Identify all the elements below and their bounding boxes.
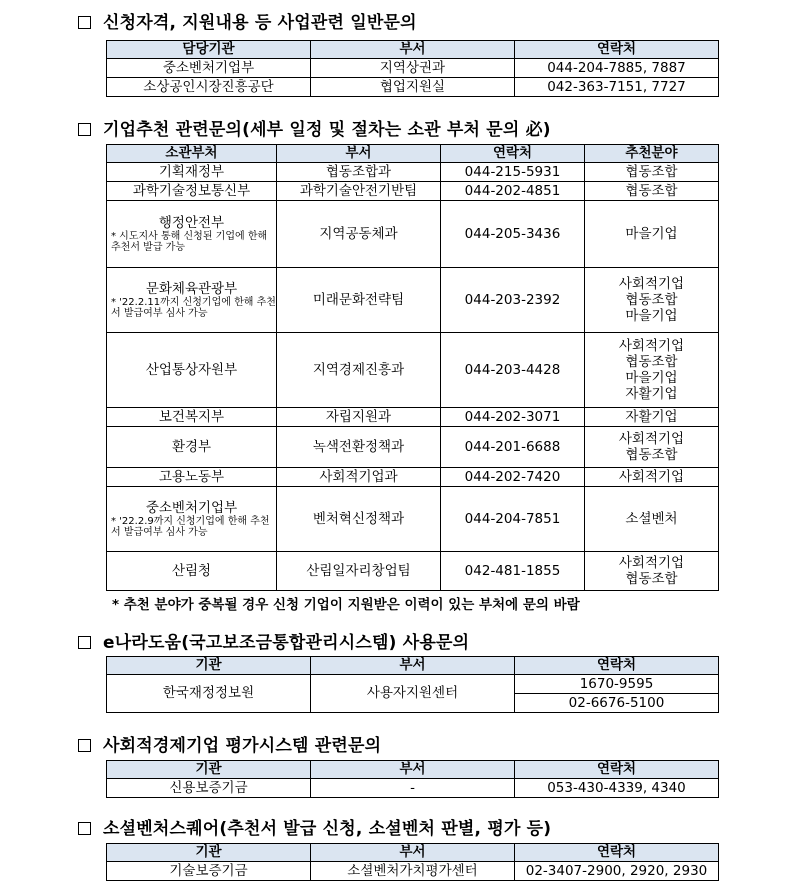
table-cell: - (311, 779, 515, 798)
recommended-field-cell (585, 182, 719, 201)
department-cell: 벤처혁신정책과 (277, 487, 441, 552)
ministry-name: 산업통상자원부 (145, 361, 238, 378)
enaradoum-table (106, 656, 719, 713)
table-row (107, 779, 719, 798)
header-cell: 소관부처 (107, 145, 277, 163)
recommended-field-cell (585, 552, 719, 591)
table-cell: 02-3407-2900, 2920, 2930 (515, 862, 719, 881)
header-cell: 연락처 (515, 761, 719, 779)
phone-cell: 044-202-3071 (441, 408, 585, 427)
table-row (107, 182, 719, 201)
phone-cell: 044-202-7420 (441, 468, 585, 487)
department-cell: 과학기술안전기반팀 (277, 182, 441, 201)
header-cell: 부서 (311, 41, 515, 59)
checkbox-square-icon (78, 16, 91, 29)
table-cell: 044-204-7885, 7887 (515, 59, 719, 78)
table-row (107, 675, 719, 694)
table-cell: 지역상권과 (311, 59, 515, 78)
table-header-row (107, 145, 719, 163)
table-row (107, 333, 719, 408)
phone-cell: 044-215-5931 (441, 163, 585, 182)
header-cell: 부서 (277, 145, 441, 163)
ministry-name: 행정안전부 (158, 214, 225, 231)
footnote: * 추천 분야가 중복될 경우 신청 기업이 지원받은 이력이 있는 부처에 문의 바람 (112, 597, 580, 613)
department-cell: 사회적기업과 (277, 468, 441, 487)
department-cell: 산림일자리창업팀 (277, 552, 441, 591)
recommended-field: 자활기업 (625, 409, 678, 425)
ministry-cell (107, 268, 277, 333)
ministry-note: * '22.2.11까지 신청기업에 한해 추천서 발급여부 심사 가능 (111, 296, 276, 319)
recommended-field-cell (585, 468, 719, 487)
table-cell: 1670-9595 (515, 675, 719, 694)
recommended-field: 소셜벤처 (625, 511, 678, 527)
recommendation-table (106, 144, 719, 591)
phone-cell: 044-204-7851 (441, 487, 585, 552)
ministry-name: 산림청 (171, 562, 212, 579)
header-cell: 기관 (107, 761, 311, 779)
ministry-name: 중소벤처기업부 (145, 499, 238, 516)
header-cell: 부서 (311, 844, 515, 862)
recommended-field: 마을기업 (625, 308, 678, 324)
table-row (107, 487, 719, 552)
header-cell: 연락처 (441, 145, 585, 163)
recommended-field-cell (585, 268, 719, 333)
department-cell: 녹색전환정책과 (277, 427, 441, 468)
ministry-name: 보건복지부 (158, 408, 225, 425)
recommended-field: 마을기업 (625, 226, 678, 242)
department-cell: 지역공동체과 (277, 201, 441, 268)
social-venture-square-table (106, 843, 719, 881)
recommended-field: 협동조합 (625, 164, 678, 180)
ministry-name: 기획재정부 (158, 163, 225, 180)
table-row (107, 163, 719, 182)
ministry-note: * 시도지사 통해 신청된 기업에 한해 추천서 발급 가능 (111, 230, 268, 253)
department-cell: 자립지원과 (277, 408, 441, 427)
phone-cell: 042-481-1855 (441, 552, 585, 591)
section-1-title: 신청자격, 지원내용 등 사업관련 일반문의 (78, 8, 417, 33)
header-cell: 연락처 (515, 41, 719, 59)
recommended-field: 협동조합 (625, 292, 678, 308)
table-cell: 한국재정정보원 (107, 675, 311, 713)
table-header-row (107, 657, 719, 675)
table-cell: 기술보증기금 (107, 862, 311, 881)
table-cell: 소셜벤처가치평가센터 (311, 862, 515, 881)
checkbox-square-icon (78, 123, 91, 136)
ministry-note: * '22.2.9까지 신청기업에 한해 추천서 발급여부 심사 가능 (111, 515, 270, 538)
ministry-cell (107, 468, 277, 487)
header-cell: 기관 (107, 844, 311, 862)
table-row (107, 408, 719, 427)
table-row (107, 268, 719, 333)
department-cell: 미래문화전략팀 (277, 268, 441, 333)
recommended-field: 사회적기업 (618, 555, 685, 571)
section-5-title: 소셜벤처스퀘어(추천서 발급 신청, 소셜벤처 판별, 평가 등) (78, 814, 551, 839)
header-cell: 부서 (311, 657, 515, 675)
ministry-cell (107, 427, 277, 468)
recommended-field: 협동조합 (625, 571, 678, 587)
table-row (107, 59, 719, 78)
recommended-field: 사회적기업 (618, 338, 685, 354)
checkbox-square-icon (78, 739, 91, 752)
phone-cell: 044-205-3436 (441, 201, 585, 268)
table-cell: 중소벤처기업부 (107, 59, 311, 78)
checkbox-square-icon (78, 822, 91, 835)
section-3-title: e나라도움(국고보조금통합관리시스템) 사용문의 (78, 628, 469, 653)
recommended-field-cell (585, 201, 719, 268)
header-cell: 부서 (311, 761, 515, 779)
recommended-field-cell (585, 427, 719, 468)
ministry-name: 환경부 (171, 438, 212, 455)
table-row (107, 427, 719, 468)
ministry-cell (107, 333, 277, 408)
ministry-name: 과학기술정보통신부 (132, 182, 251, 199)
table-header-row (107, 761, 719, 779)
table-row (107, 862, 719, 881)
table-cell: 042-363-7151, 7727 (515, 78, 719, 97)
table-cell: 사용자지원센터 (311, 675, 515, 713)
recommended-field: 자활기업 (625, 386, 678, 402)
recommended-field-cell (585, 163, 719, 182)
header-cell: 담당기관 (107, 41, 311, 59)
recommended-field: 협동조합 (625, 447, 678, 463)
phone-cell: 044-201-6688 (441, 427, 585, 468)
table-cell: 02-6676-5100 (515, 694, 719, 713)
table-row (107, 468, 719, 487)
header-cell: 기관 (107, 657, 311, 675)
recommended-field-cell (585, 408, 719, 427)
header-cell: 연락처 (515, 844, 719, 862)
ministry-cell (107, 182, 277, 201)
evaluation-system-table (106, 760, 719, 798)
ministry-cell (107, 487, 277, 552)
department-cell: 지역경제진흥과 (277, 333, 441, 408)
phone-cell: 044-203-4428 (441, 333, 585, 408)
table-cell: 신용보증기금 (107, 779, 311, 798)
recommended-field: 협동조합 (625, 354, 678, 370)
table-cell: 053-430-4339, 4340 (515, 779, 719, 798)
header-cell: 연락처 (515, 657, 719, 675)
ministry-name: 문화체육관광부 (145, 280, 238, 297)
general-inquiry-table (106, 40, 719, 97)
table-header-row (107, 41, 719, 59)
ministry-cell (107, 201, 277, 268)
recommended-field: 사회적기업 (618, 431, 685, 447)
checkbox-square-icon (78, 636, 91, 649)
phone-cell: 044-203-2392 (441, 268, 585, 333)
recommended-field-cell (585, 333, 719, 408)
section-4-title: 사회적경제기업 평가시스템 관련문의 (78, 731, 381, 756)
ministry-cell (107, 163, 277, 182)
table-cell: 소상공인시장진흥공단 (107, 78, 311, 97)
table-row (107, 201, 719, 268)
recommended-field: 사회적기업 (618, 469, 685, 485)
header-cell: 추천분야 (585, 145, 719, 163)
phone-cell: 044-202-4851 (441, 182, 585, 201)
ministry-cell (107, 408, 277, 427)
ministry-cell (107, 552, 277, 591)
table-row (107, 552, 719, 591)
recommended-field: 협동조합 (625, 183, 678, 199)
table-header-row (107, 844, 719, 862)
recommended-field-cell (585, 487, 719, 552)
ministry-name: 고용노동부 (158, 468, 225, 485)
table-row (107, 78, 719, 97)
department-cell: 협동조합과 (277, 163, 441, 182)
recommended-field: 사회적기업 (618, 276, 685, 292)
recommended-field: 마을기업 (625, 370, 678, 386)
section-2-title: 기업추천 관련문의(세부 일정 및 절차는 소관 부처 문의 必) (78, 115, 551, 140)
table-cell: 협업지원실 (311, 78, 515, 97)
